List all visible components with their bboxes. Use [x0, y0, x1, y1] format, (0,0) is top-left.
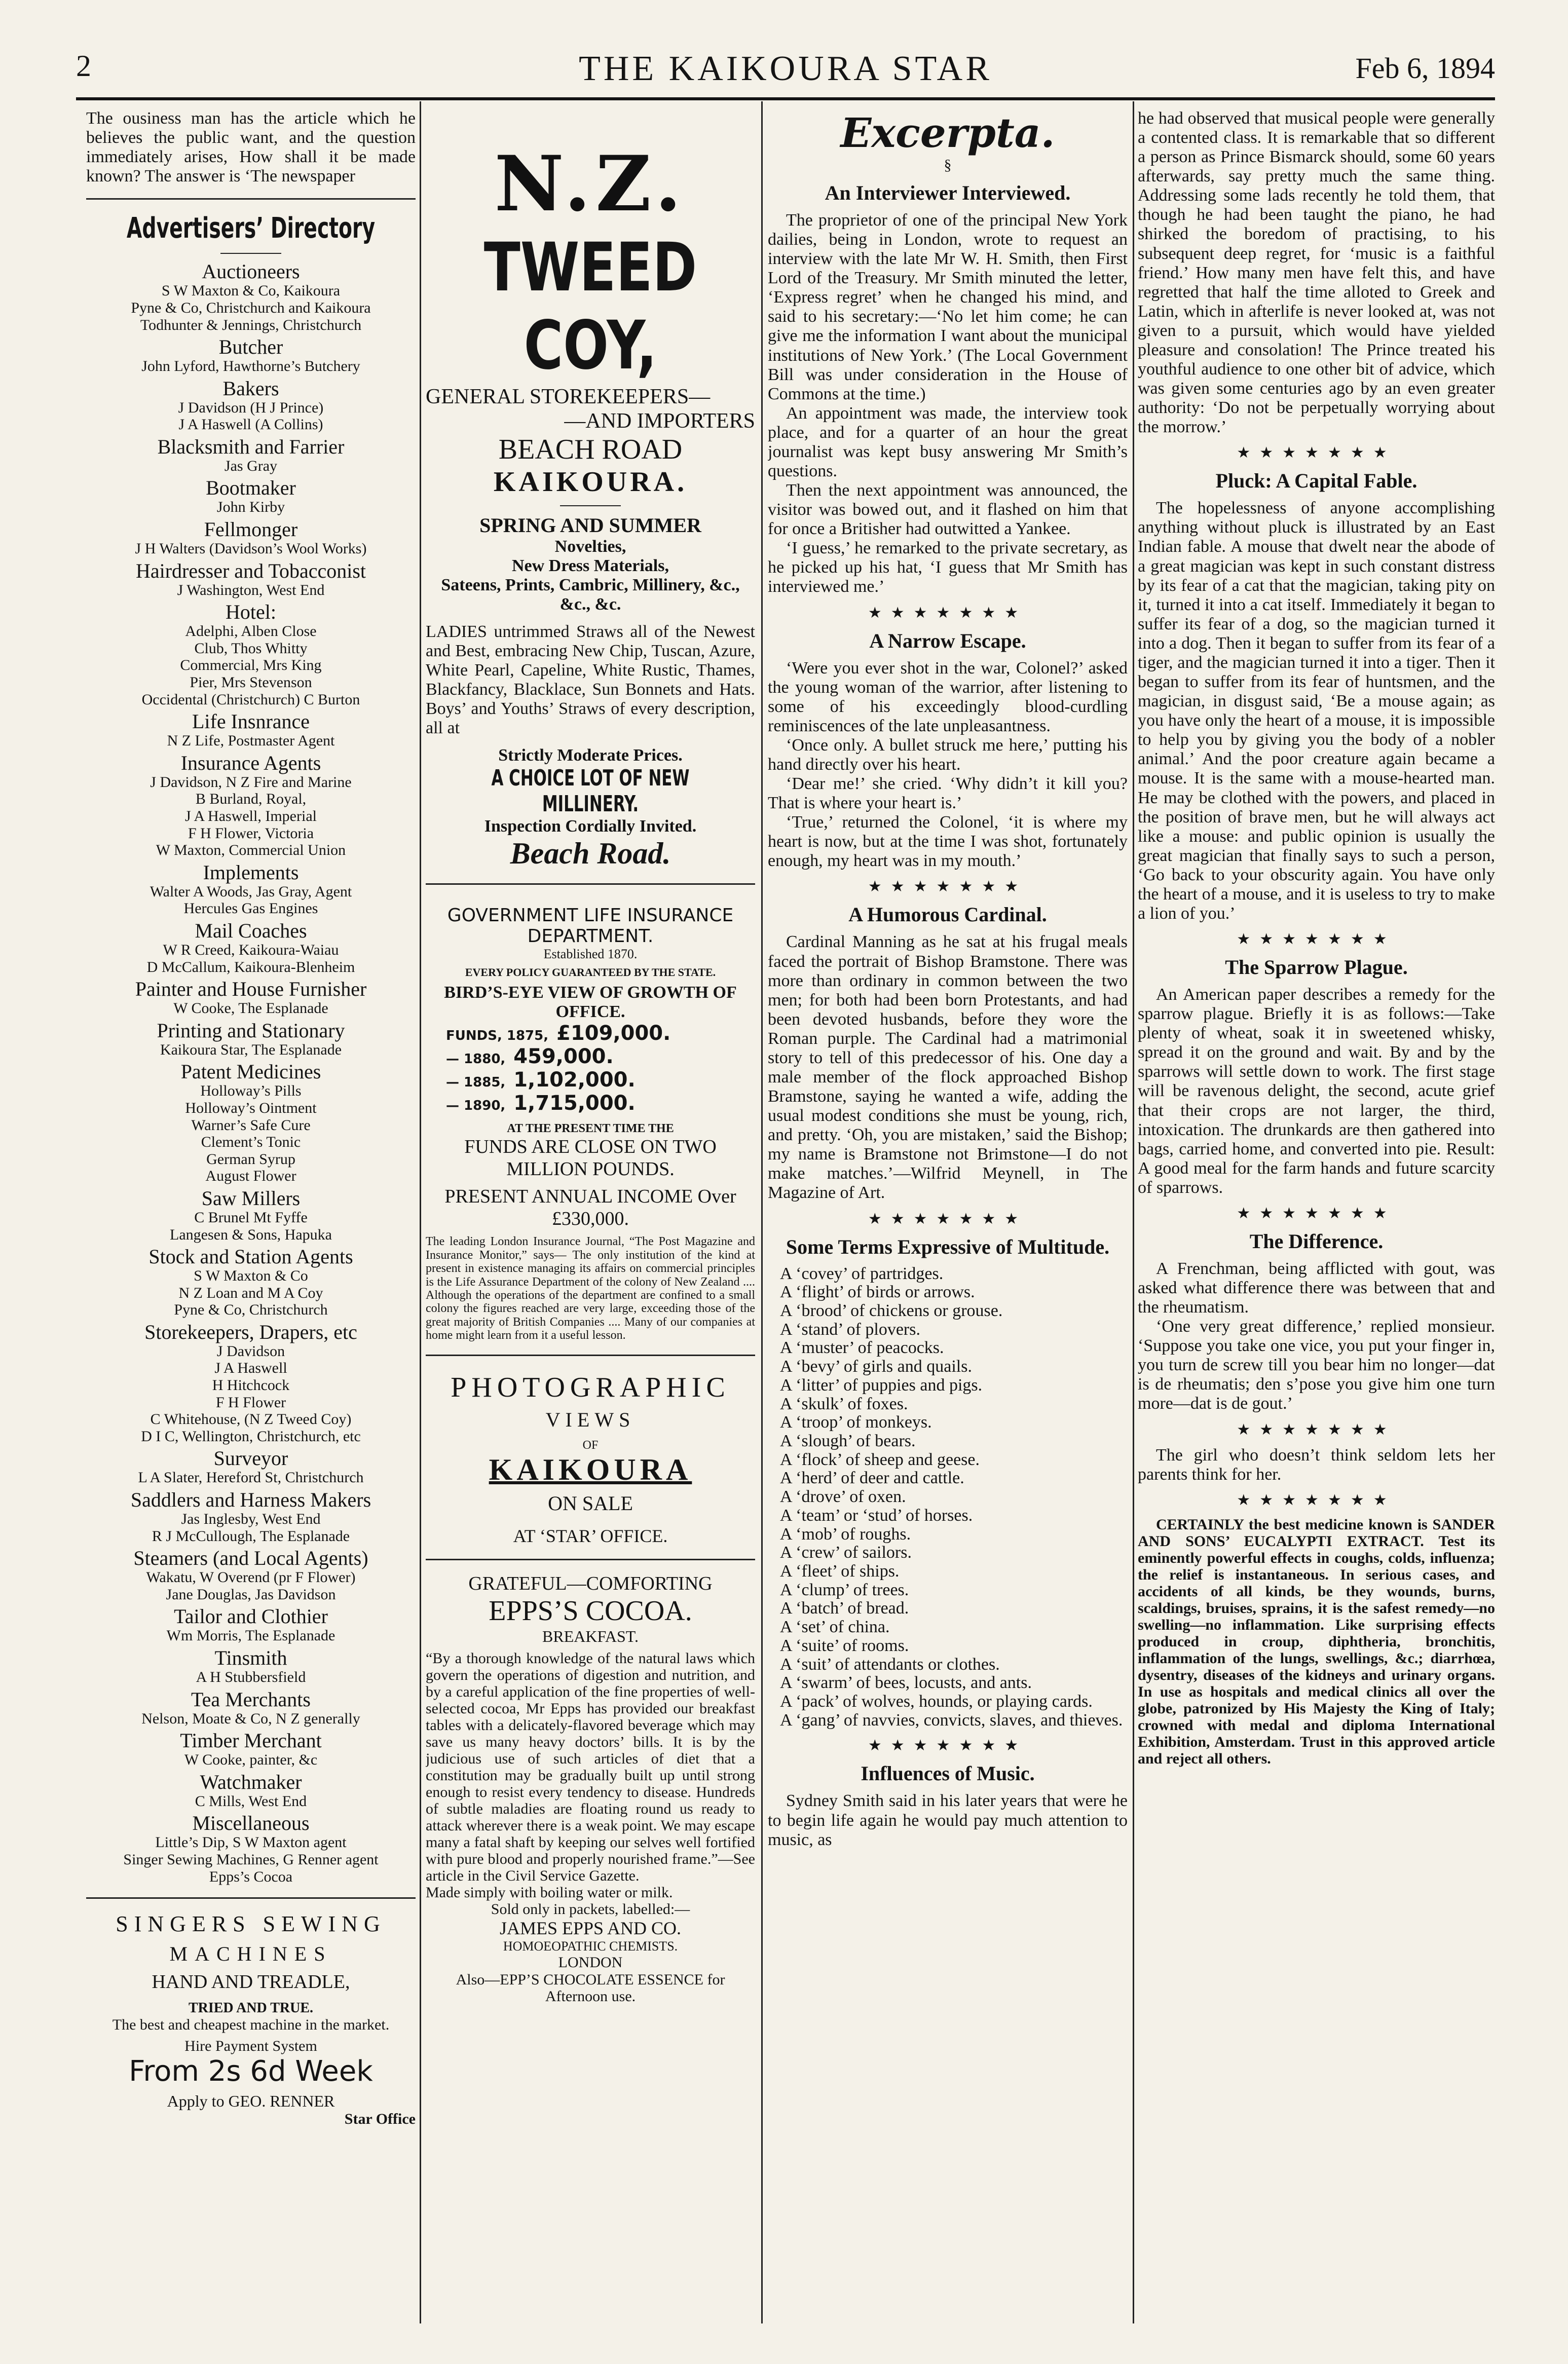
directory-entry: Clement’s Tonic: [201, 1134, 301, 1151]
paragraph: ‘Were you ever shot in the war, Colonel?’ asked the young woman of the warrior, after listening to some of his exceedingly blood-curdling reminiscences of the late unpleasantness.: [768, 658, 1128, 735]
paragraph: A Frenchman, being afflicted with gout, was asked what difference there was between that and the rheumatism.: [1138, 1259, 1495, 1317]
directory-entry: Wakatu, W Overend (pr F Flower): [146, 1569, 356, 1586]
list-item: A ‘slough’ of bears.: [780, 1431, 916, 1450]
difference-article: [1138, 1259, 1495, 1414]
and-importers: —AND IMPORTERS: [564, 409, 755, 433]
list-item: A ‘suite’ of rooms.: [780, 1636, 909, 1655]
list-item: A ‘batch’ of bread.: [780, 1599, 909, 1618]
directory-category: Insurance Agents: [180, 751, 321, 774]
list-item: A ‘clump’ of trees.: [780, 1580, 909, 1599]
directory-category: Hotel:: [226, 601, 276, 624]
singer-line-8: Apply to GEO. RENNER: [167, 2092, 335, 2111]
directory-entry: John Kirby: [216, 499, 285, 516]
list-item: A ‘bevy’ of girls and quails.: [780, 1357, 972, 1376]
directory-category: Printing and Stationary: [157, 1019, 345, 1042]
novelties: Novelties,: [554, 537, 626, 556]
spring-summer: SPRING AND SUMMER: [479, 514, 701, 537]
list-item: A ‘mob’ of roughs.: [780, 1524, 911, 1544]
section-mark: §: [944, 157, 952, 173]
article-title: Some Terms Expressive of Multitude.: [786, 1235, 1110, 1258]
directory-entry: Jas Inglesby, West End: [181, 1511, 321, 1528]
directory-entry: D McCallum, Kaikoura-Blenheim: [146, 958, 355, 975]
list-item: A ‘brood’ of chickens or grouse.: [780, 1301, 1003, 1320]
star-divider: ★★★★★★★: [1237, 1491, 1396, 1509]
divider: [560, 505, 621, 506]
paragraph: ‘Once only. A bullet struck me here,’ putting his hand directly over his heart.: [768, 735, 1128, 774]
directory-entry: Warner’s Safe Cure: [191, 1116, 311, 1134]
article-cardinal: [768, 932, 1128, 1203]
directory-category: Saw Millers: [201, 1186, 301, 1210]
directory-category: Life Insnrance: [192, 710, 310, 733]
kaikoura-views: KAIKOURA: [489, 1452, 692, 1486]
paragraph: Cardinal Manning as he sat at his frugal meals faced the portrait of Bishop Bramstone. There was more than ordinary in common between the two men; for both had been born Protestants, and had been devoted husbands, before they wore the Roman purple. The Cardinal had a matrimonial story to tell of this predecessor of his. One day a male member of the flock approached Bishop Bramstone, saying he wanted a wife, adding the usual modest conditions she must be young, rich, and pretty. ‘Oh, you are mistaken,’ said the Bishop; my name is Bramstone not Brimstone—I do not make matches.’—Wilfrid Meynell, in The Magazine of Art.: [768, 932, 1128, 1203]
singer-line-4: TRIED AND TRUE.: [188, 2000, 314, 2016]
sold-only: Sold only in packets, labelled:—: [491, 1900, 690, 1918]
views: VIEWS: [545, 1408, 636, 1431]
established: Established 1870.: [543, 947, 638, 962]
on-sale: ON SALE: [548, 1491, 633, 1515]
beach-road-footer: Beach Road.: [510, 837, 671, 871]
list-item: A ‘drove’ of oxen.: [780, 1487, 906, 1507]
inspection-invited: Inspection Cordially Invited.: [484, 817, 697, 836]
directory-entry: Holloway’s Pills: [200, 1082, 302, 1100]
column-rule: [1133, 101, 1134, 2323]
column-1: [86, 109, 416, 2318]
directory-category: Storekeepers, Drapers, etc: [144, 1320, 357, 1343]
list-item: A ‘suit’ of attendants or clothes.: [780, 1655, 1000, 1674]
newspaper-title: THE KAIKOURA STAR: [579, 49, 992, 88]
directory-category: Butcher: [218, 335, 283, 359]
directory-entry: N Z Life, Postmaster Agent: [167, 732, 335, 749]
directory-entry: W Maxton, Commercial Union: [156, 842, 346, 859]
directory-entry: Jane Douglas, Jas Davidson: [166, 1586, 336, 1603]
directory-entry: J A Haswell (A Collins): [178, 416, 323, 433]
singer-line-7: From 2s 6d Week: [129, 2055, 373, 2088]
funds-row: [446, 1045, 755, 1068]
directory-entry: N Z Loan and M A Coy: [178, 1284, 323, 1301]
singer-line-9: Star Office: [344, 2111, 416, 2128]
made-simply: Made simply with boiling water or milk.: [426, 1884, 673, 1901]
article-title: An Interviewer Interviewed.: [825, 181, 1071, 204]
directory-title: Advertisers’ Directory: [126, 212, 376, 245]
directory-entry: Langesen & Sons, Hapuka: [170, 1226, 332, 1243]
dress-materials: New Dress Materials,: [511, 556, 669, 575]
homoeopathic: HOMOEOPATHIC CHEMISTS.: [503, 1938, 678, 1954]
directory-entry: Commercial, Mrs King: [180, 657, 322, 674]
funds-value: 459,000.: [513, 1045, 614, 1069]
directory-category: Bootmaker: [206, 476, 296, 500]
article-title: A Narrow Escape.: [869, 629, 1026, 652]
star-divider: ★★★★★★★: [868, 1737, 1028, 1754]
article-title: The Sparrow Plague.: [1225, 956, 1408, 979]
list-item: A ‘skulk’ of foxes.: [780, 1394, 908, 1413]
article-title: Influences of Music.: [861, 1762, 1035, 1785]
article-title: A Humorous Cardinal.: [848, 903, 1047, 926]
list-item: A ‘troop’ of monkeys.: [780, 1413, 932, 1432]
grateful-comforting: GRATEFUL—COMFORTING: [468, 1572, 713, 1594]
of: OF: [582, 1438, 599, 1452]
directory-entry: Hercules Gas Engines: [183, 900, 318, 917]
directory-entry: J A Haswell: [214, 1360, 287, 1377]
epps-text: “By a thorough knowledge of the natural laws which govern the operations of digestion and nutrition, and by a careful application of the fine properties of well-selected cocoa, Mr Epps has provided our breakfast tables with a delicately-flavored beverage which may save us many heavy doctors’ bills. It is by the judicious use of such articles of diet that a constitution may be gradually built up until strong enough to resist every tendency to disease. Hundreds of subtle maladies are floating round us ready to attack wherever there is a weak point. We may escape many a fatal shaft by keeping our selves well fortified with pure blood and properly nourished frame.”—See article in the Civil Service Gazette.: [426, 1649, 755, 1884]
star-divider: ★★★★★★★: [1237, 1205, 1396, 1222]
singer-advert: [86, 1911, 416, 2128]
star-divider: ★★★★★★★: [1237, 444, 1396, 462]
directory-entry: S W Maxton & Co: [194, 1267, 308, 1285]
column-3: [768, 109, 1128, 2318]
directory-entry: S W Maxton & Co, Kaikoura: [161, 282, 341, 299]
london: LONDON: [558, 1954, 623, 1971]
star-office: AT ‘STAR’ OFFICE.: [513, 1525, 668, 1546]
list-item: A ‘litter’ of puppies and pigs.: [780, 1375, 983, 1395]
annual-income: PRESENT ANNUAL INCOME Over £330,000.: [444, 1186, 736, 1230]
issue-date: Feb 6, 1894: [1355, 52, 1495, 85]
birds-eye-view: BIRD’S-EYE VIEW OF GROWTH OF OFFICE.: [444, 983, 737, 1022]
directory-entry: Pyne & Co, Christchurch and Kaikoura: [131, 299, 371, 316]
directory-entry: Nelson, Moate & Co, N Z generally: [141, 1710, 360, 1727]
article-title: The Difference.: [1249, 1229, 1384, 1253]
funds-table: [426, 1022, 755, 1115]
advertisers-directory: [86, 261, 416, 1885]
directory-entry: Walter A Woods, Jas Gray, Agent: [150, 883, 352, 900]
singer-line-1: SINGERS SEWING: [116, 1911, 386, 1937]
directory-category: Watchmaker: [200, 1770, 302, 1793]
pluck-paragraph: The hopelessness of anyone accomplishing anything without pluck is illustrated by an East Indian fable. A mouse that dwelt near the abode of a great magician was kept in such constant distress by its fear of a cat that the magician, taking pity on it, turned it into a cat itself. Immediately it began to suffer its fear of a dog, so the magician turned it into a dog. Then it began to suffer from its fear of a tiger, and the magician turned it into a tiger. Then it began to suffer from its fear of huntsmen, and the magician, in disgust said, ‘Be a mouse again; as you have only the heart of a mouse, it is impossible to help you by giving you the body of a nobler animal.’ And the poor creature again became a mouse. It is the same with a mouse-hearted man. He may be clothed with the powers, and placed in the position of brave men, but he will always act like a mouse: and public opinion is usually the great magician that finally says to such a person, ‘Go back to your obscurity again. You have only the heart of a mouse, and it is useless to try to make a lion of you.’: [1138, 499, 1495, 923]
singer-line-2: MACHINES: [169, 1942, 332, 1966]
article-narrow-escape: [768, 659, 1128, 871]
terms-list: [768, 1265, 1128, 1730]
directory-entry: W R Creed, Kaikoura-Waiau: [163, 941, 339, 958]
chocolate-essence: Also—EPP’S CHOCOLATE ESSENCE for Afternoon use.: [456, 1971, 725, 2005]
funds-year: — 1880,: [446, 1052, 506, 1067]
directory-category: Tailor and Clothier: [174, 1605, 328, 1628]
divider: [426, 1559, 755, 1560]
directory-entry: F H Flower: [215, 1394, 286, 1411]
general-storekeepers: GENERAL STOREKEEPERS—: [426, 385, 711, 408]
directory-entry: C Brunel Mt Fyffe: [194, 1209, 308, 1226]
paragraph: An appointment was made, the interview took place, and for a quarter of an hour the great journalist was kept busy answering Mr Smith’s questions.: [768, 403, 1128, 481]
directory-entry: H Hitchcock: [212, 1377, 290, 1394]
directory-entry: C Mills, West End: [195, 1792, 307, 1810]
epps-cocoa: EPPS’S COCOA.: [489, 1595, 692, 1627]
funds-value: 1,715,000.: [513, 1092, 636, 1115]
column-rule: [420, 101, 421, 2323]
directory-entry: Wm Morris, The Esplanade: [166, 1627, 335, 1644]
paragraph: ‘True,’ returned the Colonel, ‘it is where my heart is now, but at the time I was shot, fortunately enough, my heart was in my mouth.’: [768, 813, 1128, 871]
girl-paragraph: The girl who doesn’t think seldom lets her parents think for her.: [1138, 1445, 1495, 1484]
directory-category: Mail Coaches: [195, 919, 307, 942]
column-rule: [761, 101, 763, 2323]
divider: [220, 253, 281, 254]
paragraph: ‘One very great difference,’ replied monsieur. ‘Suppose you take one vice, you put your finger in, you turn de screw till you bear him no longer—dat is de rheumatis; den s’pose you give him one turn more—dat is de gout.’: [1138, 1317, 1495, 1413]
star-divider: ★★★★★★★: [868, 604, 1028, 621]
list-item: A ‘gang’ of navvies, convicts, slaves, and thieves.: [780, 1710, 1123, 1730]
tweed-coy-heading: TWEED COY,: [483, 229, 697, 385]
excerpta-heading: Excerpta.: [840, 109, 1055, 157]
directory-entry: J H Walters (Davidson’s Wool Works): [135, 540, 367, 557]
directory-entry: W Cooke, The Esplanade: [173, 1000, 328, 1017]
divider: [86, 1897, 416, 1899]
music-continued: he had observed that musical people were generally a contented class. It is remarkable that so different a person as Prince Bismarck should, some 60 years afterwards, say pretty much the same thing. Addressing some lads recently he told them, that though he had been taught the piano, he had shirked the boredom of practising, to his subsequent deep regret, for ‘music is a faithful friend.’ How many men have felt this, and have regretted that half the time alloted to Greek and Latin, which in afterlife is never looked at, was not given to a pursuit, which would have yielded pleasure and consolation! The Prince treated his youthful audience to one other bit of advice, which was given some centuries ago by an even greater authority: ‘Do not be perpetually worrying about the morrow.’: [1138, 109, 1495, 437]
list-item: A ‘muster’ of peacocks.: [780, 1338, 944, 1358]
divider: [86, 198, 416, 200]
directory-entry: R J McCullough, The Esplanade: [152, 1527, 350, 1545]
star-divider: ★★★★★★★: [1237, 1421, 1396, 1438]
singer-line-3: HAND AND TREADLE,: [152, 1971, 350, 1993]
directory-category: Implements: [203, 860, 299, 884]
directory-category: Blacksmith and Farrier: [157, 435, 345, 458]
directory-entry: Kaikoura Star, The Esplanade: [160, 1041, 342, 1058]
paragraph: The proprietor of one of the principal New York dailies, being in London, wrote to request an interview with the late Mr W. H. Smith, then First Lord of the Treasury. Mr Smith minuted the letter, ‘Express regret’ when he changed his mind, and said to his secretary:—‘No let him come; he can give me the information I want about the municipal institutions of New York.’ (The Local Government Bill was under consideration in the House of Commons at the time.): [768, 211, 1128, 403]
list-item: A ‘flight’ of birds or arrows.: [780, 1283, 975, 1302]
directory-entry: Todhunter & Jennings, Christchurch: [140, 316, 362, 333]
directory-entry: C Whitehouse, (N Z Tweed Coy): [150, 1411, 352, 1428]
directory-category: Painter and House Furnisher: [135, 978, 367, 1001]
directory-entry: John Lyford, Hawthorne’s Butchery: [141, 358, 360, 375]
singer-line-5: The best and cheapest machine in the market.: [112, 2016, 390, 2034]
directory-entry: Little’s Dip, S W Maxton agent: [155, 1834, 347, 1851]
funds-year: — 1885,: [446, 1075, 506, 1091]
divider: [426, 1355, 755, 1356]
star-divider: ★★★★★★★: [868, 1210, 1028, 1227]
eucalypti-advert: CERTAINLY the best medicine known is SANDER AND SONS’ EUCALYPTI EXTRACT. Test its eminently powerful effects in coughs, colds, influenza; the relief is instantaneous. In serious cases, and accidents of all kinds, be they wounds, burns, scaldings, bruises, sprains, it is the safest remedy—no swelling—no inflammation. Like surprising effects produced in croup, diphtheria, bronchitis, inflammation of the lungs, swellings, &c.; diarrhœa, dysentry, diseases of the kidneys and urinary organs. In use as hospitals and medical clinics all over the globe, patronized by His Majesty the King of Italy; crowned with medal and diploma International Exhibition, Amsterdam. Trust in this approved article and reject all others.: [1138, 1516, 1495, 1767]
directory-entry: Occidental (Christchurch) C Burton: [141, 691, 360, 708]
directory-category: Patent Medicines: [180, 1060, 321, 1083]
masthead: [76, 49, 1495, 94]
directory-entry: J Davidson, N Z Fire and Marine: [150, 773, 352, 791]
paragraph: Then the next appointment was announced, the visitor was bowed out, and it flashed on him that for once a Britisher had outwitted a Yankee.: [768, 481, 1128, 539]
list-item: A ‘set’ of china.: [780, 1618, 890, 1637]
funds-value: 1,102,000.: [513, 1068, 636, 1092]
directory-entry: Pier, Mrs Stevenson: [190, 674, 312, 691]
directory-entry: L A Slater, Hereford St, Christchurch: [138, 1469, 364, 1486]
directory-category: Steamers (and Local Agents): [133, 1547, 368, 1570]
choice-millinery: A CHOICE LOT OF NEW MILLINERY.: [491, 765, 690, 817]
divider: [426, 883, 755, 885]
policy-guaranteed: EVERY POLICY GUARANTEED BY THE STATE.: [465, 966, 716, 979]
breakfast: BREAKFAST.: [542, 1627, 639, 1645]
list-item: A ‘flock’ of sheep and geese.: [780, 1450, 980, 1469]
paragraph: ‘Dear me!’ she cried. ‘Why didn’t it kill you? That is where your heart is.’: [768, 774, 1128, 813]
funds-value: £109,000.: [556, 1022, 671, 1045]
page-number: 2: [76, 49, 91, 83]
funds-row: [446, 1068, 755, 1092]
directory-category: Miscellaneous: [192, 1812, 310, 1835]
list-item: A ‘fleet’ of ships.: [780, 1562, 900, 1581]
directory-entry: F H Flower, Victoria: [188, 824, 314, 842]
directory-entry: J Washington, West End: [177, 581, 325, 598]
funds-year: — 1890,: [446, 1098, 506, 1114]
strictly-moderate: Strictly Moderate Prices.: [498, 746, 683, 765]
leading-journal-quote: The leading London Insurance Journal, “The Post Magazine and Insurance Monitor,” says— The only institution of the kind at present in existence managing its affairs on commercial principles is the Life Assurance Department of the colony of New Zealand .... Although the operations of the department are confined to a small colony the figures reached are very large, exceeding those of the great majority of British Companies .... Many of our companies at home might learn from it a useful lesson.: [426, 1235, 755, 1342]
ladies-straws: LADIES untrimmed Straws all of the Newest and Best, embracing New Chip, Tuscan, Azure, White Pearl, Capeline, White Rustic, Thames, Blackfancy, Blacklace, Sun Bonnets and Hats. Boys’ and Youths’ Straws of every description, all at: [426, 622, 755, 738]
directory-category: Fellmonger: [204, 518, 298, 541]
nz-star-logo: N.Z.: [494, 139, 687, 229]
masthead-rule: [76, 97, 1495, 100]
list-item: A ‘team’ or ‘stud’ of horses.: [780, 1506, 973, 1525]
directory-entry: Pyne & Co, Christchurch: [174, 1301, 328, 1319]
photographic: PHOTOGRAPHIC: [451, 1371, 730, 1403]
directory-entry: D I C, Wellington, Christchurch, etc: [141, 1428, 361, 1445]
directory-category: Timber Merchant: [180, 1729, 322, 1752]
directory-entry: J Davidson (H J Prince): [178, 399, 324, 416]
government-life-insurance: GOVERNMENT LIFE INSURANCE DEPARTMENT.: [447, 905, 734, 947]
list-item: A ‘swarm’ of bees, locusts, and ants.: [780, 1673, 1032, 1693]
directory-category: Tinsmith: [214, 1646, 287, 1669]
list-item: A ‘herd’ of deer and cattle.: [780, 1469, 964, 1488]
directory-category: Hairdresser and Tobacconist: [135, 559, 366, 582]
directory-entry: Club, Thos Whitty: [194, 640, 308, 657]
column-4: [1138, 109, 1495, 2318]
directory-entry: August Flower: [205, 1168, 296, 1185]
star-divider: ★★★★★★★: [1237, 931, 1396, 948]
list-item: A ‘covey’ of partridges.: [780, 1264, 944, 1283]
funds-year: FUNDS, 1875,: [446, 1028, 549, 1044]
directory-entry: German Syrup: [206, 1150, 295, 1168]
sparrow-paragraph: An American paper describes a remedy for the sparrow plague. Briefly it is as follows:—Take plenty of wheat, soak it in sweetened whisky, spread it on the ground and wait. By and by the sparrows will settle down to work. The first stage will be ravenous delight, the second, acute grief that their crops are not larger, the third, intoxication. The drunkards are then gathered into bags, carried home, and converted into pie. Result: A good meal for the farm hands and future scarcity of sparrows.: [1138, 985, 1495, 1197]
directory-entry: Adelphi, Alben Close: [185, 623, 317, 640]
funds-close: FUNDS ARE CLOSE ON TWO MILLION POUNDS.: [464, 1136, 717, 1180]
directory-category: Auctioneers: [202, 260, 300, 283]
star-divider: ★★★★★★★: [868, 878, 1028, 895]
article-interviewer: [768, 211, 1128, 597]
kaikoura-heading: KAIKOURA.: [493, 466, 688, 498]
james-epps: JAMES EPPS AND CO.: [499, 1918, 682, 1938]
sateens: Sateens, Prints, Cambric, Millinery, &c., &c., &c.: [441, 576, 740, 614]
directory-entry: Epps’s Cocoa: [209, 1868, 293, 1885]
directory-entry: J A Haswell, Imperial: [185, 808, 317, 824]
list-item: A ‘stand’ of plovers.: [780, 1320, 920, 1339]
list-item: A ‘pack’ of wolves, hounds, or playing cards.: [780, 1692, 1093, 1711]
article-title: Pluck: A Capital Fable.: [1215, 469, 1417, 493]
funds-row: [446, 1092, 755, 1115]
column-2: [426, 109, 755, 2318]
present-time: AT THE PRESENT TIME THE: [507, 1122, 674, 1136]
funds-row: [446, 1022, 755, 1045]
directory-entry: Jas Gray: [224, 457, 278, 474]
directory-category: Saddlers and Harness Makers: [130, 1488, 371, 1512]
list-item: A ‘crew’ of sailors.: [780, 1543, 912, 1562]
directory-category: Tea Merchants: [191, 1687, 311, 1711]
intro-paragraph: The ousiness man has the article which he believes the public want, and the question immediately arises, How shall it be made known? The answer is ‘The newspaper: [86, 109, 416, 186]
directory-entry: W Cooke, painter, &c: [184, 1751, 318, 1769]
directory-category: Stock and Station Agents: [148, 1245, 353, 1268]
directory-entry: A H Stubbersfield: [196, 1669, 306, 1685]
singer-line-6: Hire Payment System: [184, 2038, 317, 2055]
directory-category: Surveyor: [213, 1447, 288, 1470]
beach-road-heading: BEACH ROAD: [498, 434, 683, 465]
directory-entry: Singer Sewing Machines, G Renner agent: [123, 1851, 379, 1868]
directory-entry: Holloway’s Ointment: [185, 1099, 317, 1116]
paragraph: ‘I guess,’ he remarked to the private secretary, as he picked up his hat, ‘I guess that Mr Smith has interviewed me.’: [768, 539, 1128, 596]
directory-entry: B Burland, Royal,: [195, 791, 307, 808]
directory-entry: J Davidson: [216, 1342, 285, 1360]
directory-category: Bakers: [222, 377, 279, 400]
music-paragraph: Sydney Smith said in his later years that were he to begin life again he would pay much attention to music, as: [768, 1791, 1128, 1849]
